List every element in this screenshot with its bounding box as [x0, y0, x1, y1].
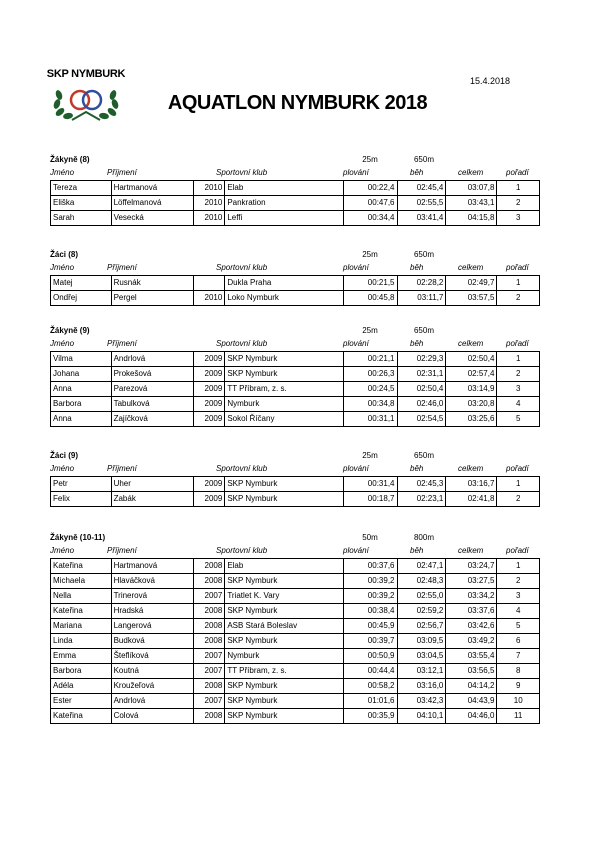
first-name-cell: Johana	[51, 367, 112, 382]
first-name-cell: Mariana	[51, 619, 112, 634]
last-name-cell: Pergel	[111, 291, 194, 306]
last-name-cell: Hartmanová	[111, 181, 194, 196]
first-name-cell: Ester	[51, 694, 112, 709]
last-name-cell: Uher	[111, 477, 194, 492]
year-cell: 2008	[194, 574, 225, 589]
table-row	[51, 211, 540, 226]
club-cell: SKP Nymburk	[225, 694, 344, 709]
run-time-cell: 03:41,4	[397, 211, 446, 226]
category-section	[50, 533, 540, 724]
page-title: AQUATLON NYMBURK 2018	[167, 92, 428, 114]
year-cell: 2010	[194, 181, 225, 196]
col-last-name: Příjmení	[107, 546, 137, 555]
category-header	[50, 533, 540, 546]
total-time-cell: 03:16,7	[446, 477, 497, 492]
category-label: Žáci (8)	[50, 250, 79, 259]
last-name-cell: Colová	[111, 709, 194, 724]
table-row	[51, 397, 540, 412]
table-row	[51, 694, 540, 709]
swim-time-cell: 00:44,4	[344, 664, 397, 679]
first-name-cell: Vilma	[51, 352, 112, 367]
category-header	[50, 326, 540, 339]
rank-cell: 8	[497, 664, 540, 679]
total-time-cell: 03:20,8	[446, 397, 497, 412]
total-time-cell: 03:43,1	[446, 196, 497, 211]
col-swim: plování	[343, 546, 369, 555]
results-table	[50, 275, 540, 306]
year-cell: 2007	[194, 649, 225, 664]
rank-cell: 4	[497, 397, 540, 412]
year-cell: 2009	[194, 367, 225, 382]
total-time-cell: 03:14,9	[446, 382, 497, 397]
swim-time-cell: 00:39,7	[344, 634, 397, 649]
col-run: běh	[410, 546, 424, 555]
year-cell: 2008	[194, 619, 225, 634]
last-name-cell: Löffelmanová	[111, 196, 194, 211]
first-name-cell: Tereza	[51, 181, 112, 196]
rank-cell: 1	[497, 477, 540, 492]
category-header	[50, 451, 540, 464]
table-row	[51, 196, 540, 211]
total-time-cell: 02:57,4	[446, 367, 497, 382]
total-time-cell: 04:15,8	[446, 211, 497, 226]
last-name-cell: Hradská	[111, 604, 194, 619]
rank-cell: 2	[497, 367, 540, 382]
table-row	[51, 649, 540, 664]
first-name-cell: Felix	[51, 492, 112, 507]
year-cell: 2010	[194, 291, 225, 306]
total-time-cell: 02:49,7	[446, 276, 497, 291]
run-time-cell: 02:59,2	[397, 604, 446, 619]
club-cell: SKP Nymburk	[225, 352, 344, 367]
total-time-cell: 03:42,6	[446, 619, 497, 634]
table-row	[51, 367, 540, 382]
rank-cell: 1	[497, 181, 540, 196]
total-time-cell: 03:37,6	[446, 604, 497, 619]
first-name-cell: Eliška	[51, 196, 112, 211]
club-cell: SKP Nymburk	[225, 709, 344, 724]
swim-time-cell: 00:39,2	[344, 589, 397, 604]
column-headers	[50, 464, 540, 476]
first-name-cell: Kateřina	[51, 709, 112, 724]
club-cell: SKP Nymburk	[225, 634, 344, 649]
rank-cell: 6	[497, 634, 540, 649]
rank-cell: 2	[497, 574, 540, 589]
run-time-cell: 03:42,3	[397, 694, 446, 709]
run-time-cell: 02:31,1	[397, 367, 446, 382]
col-swim: plování	[343, 339, 369, 348]
category-label: Žáci (9)	[50, 451, 79, 460]
swim-time-cell: 00:58,2	[344, 679, 397, 694]
club-cell: Nymburk	[225, 397, 344, 412]
club-cell: SKP Nymburk	[225, 679, 344, 694]
col-run: běh	[410, 464, 424, 473]
first-name-cell: Linda	[51, 634, 112, 649]
table-row	[51, 634, 540, 649]
last-name-cell: Zabák	[111, 492, 194, 507]
last-name-cell: Kroužeľová	[111, 679, 194, 694]
swim-time-cell: 00:47,6	[344, 196, 397, 211]
total-time-cell: 03:49,2	[446, 634, 497, 649]
event-date: 15.4.2018	[470, 76, 511, 86]
column-headers	[50, 168, 540, 180]
category-header	[50, 155, 540, 168]
club-cell: Pankration	[225, 196, 344, 211]
rank-cell: 2	[497, 492, 540, 507]
col-rank: pořadí	[506, 464, 529, 473]
swim-time-cell: 00:37,6	[344, 559, 397, 574]
category-section	[50, 451, 540, 507]
col-first-name: Jméno	[50, 168, 75, 177]
rank-cell: 2	[497, 291, 540, 306]
club-cell: SKP Nymburk	[225, 367, 344, 382]
club-cell: TT Příbram, z. s.	[225, 664, 344, 679]
swim-distance: 25m	[362, 250, 378, 259]
table-row	[51, 604, 540, 619]
year-cell: 2009	[194, 412, 225, 427]
swim-time-cell: 00:26,3	[344, 367, 397, 382]
year-cell: 2007	[194, 589, 225, 604]
table-row	[51, 412, 540, 427]
club-cell: Sokol Říčany	[225, 412, 344, 427]
total-time-cell: 03:07,8	[446, 181, 497, 196]
run-time-cell: 03:12,1	[397, 664, 446, 679]
table-row	[51, 276, 540, 291]
total-time-cell: 04:43,9	[446, 694, 497, 709]
year-cell: 2008	[194, 559, 225, 574]
first-name-cell: Anna	[51, 382, 112, 397]
last-name-cell: Vesecká	[111, 211, 194, 226]
run-time-cell: 02:48,3	[397, 574, 446, 589]
col-run: běh	[410, 339, 424, 348]
table-row	[51, 352, 540, 367]
col-last-name: Příjmení	[107, 168, 137, 177]
col-rank: pořadí	[506, 546, 529, 555]
last-name-cell: Hlaváčková	[111, 574, 194, 589]
year-cell: 2009	[194, 382, 225, 397]
run-time-cell: 03:04,5	[397, 649, 446, 664]
club-cell: Dukla Praha	[225, 276, 344, 291]
last-name-cell: Parezová	[111, 382, 194, 397]
col-run: běh	[410, 168, 424, 177]
total-time-cell: 03:55,4	[446, 649, 497, 664]
col-club: Sportovní klub	[216, 168, 268, 177]
table-row	[51, 664, 540, 679]
swim-distance: 25m	[362, 326, 378, 335]
run-time-cell: 02:23,1	[397, 492, 446, 507]
results-table	[50, 558, 540, 724]
col-rank: pořadí	[506, 263, 529, 272]
table-row	[51, 181, 540, 196]
last-name-cell: Budková	[111, 634, 194, 649]
year-cell: 2009	[194, 397, 225, 412]
run-time-cell: 02:47,1	[397, 559, 446, 574]
category-label: Žákyně (10-11)	[50, 533, 106, 542]
run-time-cell: 02:28,2	[397, 276, 446, 291]
first-name-cell: Sarah	[51, 211, 112, 226]
total-time-cell: 03:27,5	[446, 574, 497, 589]
rank-cell: 3	[497, 589, 540, 604]
first-name-cell: Emma	[51, 649, 112, 664]
table-row	[51, 477, 540, 492]
rank-cell: 1	[497, 276, 540, 291]
first-name-cell: Michaela	[51, 574, 112, 589]
rank-cell: 4	[497, 604, 540, 619]
category-header	[50, 250, 540, 263]
last-name-cell: Andrlová	[111, 352, 194, 367]
total-time-cell: 03:24,7	[446, 559, 497, 574]
swim-time-cell: 00:21,1	[344, 352, 397, 367]
club-cell: SKP Nymburk	[225, 492, 344, 507]
first-name-cell: Anna	[51, 412, 112, 427]
swim-time-cell: 00:35,9	[344, 709, 397, 724]
club-cell: Nymburk	[225, 649, 344, 664]
total-time-cell: 03:57,5	[446, 291, 497, 306]
run-time-cell: 02:55,5	[397, 196, 446, 211]
results-table	[50, 180, 540, 226]
table-row	[51, 709, 540, 724]
swim-time-cell: 00:38,4	[344, 604, 397, 619]
year-cell: 2008	[194, 634, 225, 649]
col-rank: pořadí	[506, 339, 529, 348]
year-cell: 2009	[194, 492, 225, 507]
rank-cell: 5	[497, 412, 540, 427]
logo-text: SKP NYMBURK	[46, 68, 126, 80]
run-time-cell: 02:55,0	[397, 589, 446, 604]
run-time-cell: 04:10,1	[397, 709, 446, 724]
swim-time-cell: 00:18,7	[344, 492, 397, 507]
column-headers	[50, 339, 540, 351]
col-swim: plování	[343, 263, 369, 272]
year-cell: 2008	[194, 604, 225, 619]
col-rank: pořadí	[506, 168, 529, 177]
col-total: celkem	[458, 339, 484, 348]
col-total: celkem	[458, 464, 484, 473]
col-total: celkem	[458, 546, 484, 555]
swim-distance: 50m	[362, 533, 378, 542]
total-time-cell: 02:41,8	[446, 492, 497, 507]
swim-time-cell: 01:01,6	[344, 694, 397, 709]
rank-cell: 11	[497, 709, 540, 724]
results-table	[50, 351, 540, 427]
table-row	[51, 291, 540, 306]
run-time-cell: 02:54,5	[397, 412, 446, 427]
run-time-cell: 03:11,7	[397, 291, 446, 306]
total-time-cell: 04:46,0	[446, 709, 497, 724]
table-row	[51, 589, 540, 604]
club-cell: Elab	[225, 181, 344, 196]
last-name-cell: Rusnák	[111, 276, 194, 291]
year-cell: 2007	[194, 664, 225, 679]
swim-time-cell: 00:34,8	[344, 397, 397, 412]
col-first-name: Jméno	[50, 263, 75, 272]
rank-cell: 7	[497, 649, 540, 664]
swim-time-cell: 00:31,1	[344, 412, 397, 427]
last-name-cell: Andrlová	[111, 694, 194, 709]
first-name-cell: Kateřina	[51, 604, 112, 619]
run-distance: 650m	[413, 451, 434, 460]
rank-cell: 9	[497, 679, 540, 694]
first-name-cell: Adéla	[51, 679, 112, 694]
swim-time-cell: 00:31,4	[344, 477, 397, 492]
run-distance: 650m	[413, 155, 434, 164]
rank-cell: 1	[497, 352, 540, 367]
year-cell: 2008	[194, 679, 225, 694]
col-last-name: Příjmení	[107, 263, 137, 272]
swim-time-cell: 00:39,2	[344, 574, 397, 589]
first-name-cell: Kateřina	[51, 559, 112, 574]
year-cell: 2009	[194, 352, 225, 367]
col-last-name: Příjmení	[107, 464, 137, 473]
run-distance: 650m	[413, 326, 434, 335]
run-time-cell: 02:45,3	[397, 477, 446, 492]
category-label: Žákyně (9)	[50, 326, 90, 335]
run-time-cell: 03:09,5	[397, 634, 446, 649]
last-name-cell: Trinerová	[111, 589, 194, 604]
last-name-cell: Tabulková	[111, 397, 194, 412]
col-run: běh	[410, 263, 424, 272]
first-name-cell: Barbora	[51, 397, 112, 412]
first-name-cell: Matej	[51, 276, 112, 291]
run-time-cell: 02:46,0	[397, 397, 446, 412]
club-cell: TT Příbram, z. s.	[225, 382, 344, 397]
total-time-cell: 02:50,4	[446, 352, 497, 367]
category-section	[50, 155, 540, 226]
column-headers	[50, 263, 540, 275]
last-name-cell: Hartmanová	[111, 559, 194, 574]
club-cell: Loko Nymburk	[225, 291, 344, 306]
swim-time-cell: 00:22,4	[344, 181, 397, 196]
table-row	[51, 559, 540, 574]
swim-time-cell: 00:21,5	[344, 276, 397, 291]
year-cell: 2010	[194, 211, 225, 226]
year-cell	[194, 276, 225, 291]
col-swim: plování	[343, 168, 369, 177]
category-section	[50, 250, 540, 306]
table-row	[51, 492, 540, 507]
first-name-cell: Barbora	[51, 664, 112, 679]
first-name-cell: Petr	[51, 477, 112, 492]
rank-cell: 5	[497, 619, 540, 634]
club-cell: Leffi	[225, 211, 344, 226]
club-cell: Triatlet K. Vary	[225, 589, 344, 604]
year-cell: 2007	[194, 694, 225, 709]
last-name-cell: Koutná	[111, 664, 194, 679]
col-first-name: Jméno	[50, 464, 75, 473]
col-club: Sportovní klub	[216, 546, 268, 555]
col-club: Sportovní klub	[216, 339, 268, 348]
rank-cell: 1	[497, 559, 540, 574]
swim-time-cell: 00:24,5	[344, 382, 397, 397]
run-time-cell: 02:45,4	[397, 181, 446, 196]
club-cell: SKP Nymburk	[225, 604, 344, 619]
club-cell: Elab	[225, 559, 344, 574]
year-cell: 2008	[194, 709, 225, 724]
column-headers	[50, 546, 540, 558]
last-name-cell: Zajíčková	[111, 412, 194, 427]
first-name-cell: Ondřej	[51, 291, 112, 306]
swim-distance: 25m	[362, 451, 378, 460]
swim-time-cell: 00:45,9	[344, 619, 397, 634]
table-row	[51, 679, 540, 694]
club-cell: ASB Stará Boleslav	[225, 619, 344, 634]
total-time-cell: 03:34,2	[446, 589, 497, 604]
col-last-name: Příjmení	[107, 339, 137, 348]
year-cell: 2010	[194, 196, 225, 211]
swim-time-cell: 00:45,8	[344, 291, 397, 306]
col-first-name: Jméno	[50, 546, 75, 555]
total-time-cell: 04:14,2	[446, 679, 497, 694]
run-distance: 800m	[413, 533, 434, 542]
col-total: celkem	[458, 263, 484, 272]
col-club: Sportovní klub	[216, 464, 268, 473]
table-row	[51, 382, 540, 397]
swim-time-cell: 00:34,4	[344, 211, 397, 226]
rank-cell: 2	[497, 196, 540, 211]
col-total: celkem	[458, 168, 484, 177]
run-time-cell: 02:56,7	[397, 619, 446, 634]
rank-cell: 3	[497, 382, 540, 397]
results-table	[50, 476, 540, 507]
total-time-cell: 03:25,6	[446, 412, 497, 427]
run-time-cell: 02:50,4	[397, 382, 446, 397]
first-name-cell: Nella	[51, 589, 112, 604]
category-section	[50, 326, 540, 427]
year-cell: 2009	[194, 477, 225, 492]
swim-time-cell: 00:50,9	[344, 649, 397, 664]
club-cell: SKP Nymburk	[225, 477, 344, 492]
rank-cell: 10	[497, 694, 540, 709]
swim-distance: 25m	[362, 155, 378, 164]
last-name-cell: Langerová	[111, 619, 194, 634]
run-distance: 650m	[413, 250, 434, 259]
col-swim: plování	[343, 464, 369, 473]
total-time-cell: 03:56,5	[446, 664, 497, 679]
last-name-cell: Prokešová	[111, 367, 194, 382]
table-row	[51, 619, 540, 634]
club-cell: SKP Nymburk	[225, 574, 344, 589]
last-name-cell: Šteflíková	[111, 649, 194, 664]
run-time-cell: 02:29,3	[397, 352, 446, 367]
category-label: Žákyně (8)	[50, 155, 90, 164]
table-row	[51, 574, 540, 589]
rank-cell: 3	[497, 211, 540, 226]
col-first-name: Jméno	[50, 339, 75, 348]
col-club: Sportovní klub	[216, 263, 268, 272]
run-time-cell: 03:16,0	[397, 679, 446, 694]
